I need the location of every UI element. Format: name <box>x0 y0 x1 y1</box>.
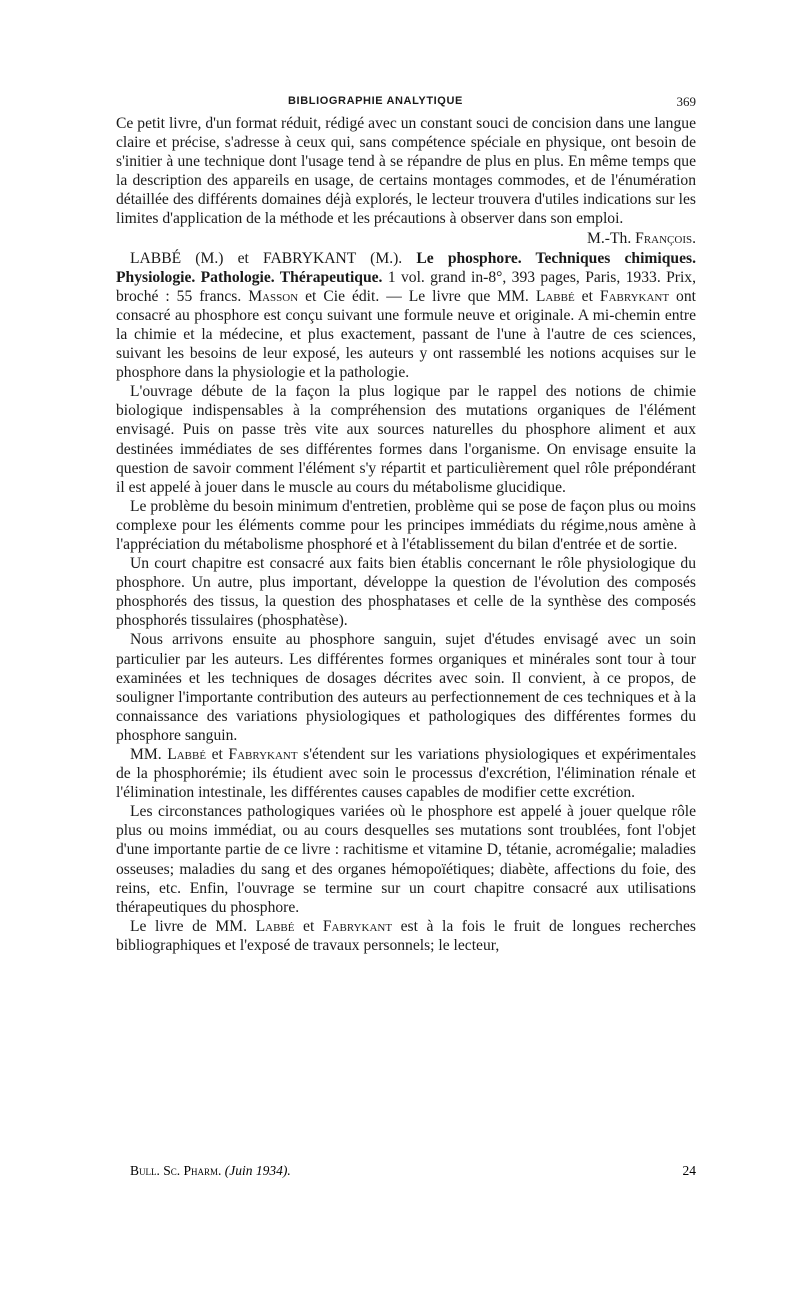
review2-authors: LABBÉ (M.) et FABRYKANT (M.). <box>130 249 403 267</box>
running-title: BIBLIOGRAPHIE ANALYTIQUE <box>288 95 463 107</box>
review1-signature: M.-Th. François. <box>587 229 696 247</box>
document-page <box>116 92 696 955</box>
sheet-number: 24 <box>682 1163 696 1178</box>
running-header <box>116 92 696 114</box>
review2-paragraph-6: Les circonstances pathologiques variées où le phosphore est appelé à jouer quelque rôle plus ou moins immédiat, ou au cours desquelles ses mutations sont troublées, font l'objet d'une importante partie de ce livre : rachitisme et vitamine D, tétanie, acromégalie; maladies osseuses; maladies du sang et des organes hémopoïétiques; diabète, affections du foie, des reins, etc. Enfin, l'ouvrage se termine sur un court chapitre consacré aux utilisations thérapeutiques du phosphore. <box>116 803 696 916</box>
review2-paragraph-4: Nous arrivons ensuite au phosphore sanguin, sujet d'études envisagé avec un soin particulier par les auteurs. Les différentes formes organiques et minérales sont tour à tour examinées et les techniques de dosages décrites avec soin. Il convient, à ce propos, de souligner l'importante contribution des auteurs au perfectionnement de ces techniques et à la connaissance des variations physiologiques et pathologiques des différentes formes du phosphore sanguin. <box>116 631 696 744</box>
review2-paragraph-3: Un court chapitre est consacré aux faits bien établis concernant le rôle physiologique du phosphore. Un autre, plus important, développe la question de l'évolution des composés phosphorés des tissus, la question des phosphatases et celle de la synthèse des composés phosphorés tissulaires (phosphatèse). <box>116 555 696 630</box>
journal-reference: Bull. Sc. Pharm. (Juin 1934). <box>130 1163 291 1178</box>
review2-paragraph-5: MM. Labbé et Fabrykant s'étendent sur les variations physiologiques et expérimentales de la phosphorémie; ils étudient avec soin le processus d'excrétion, l'élimination rénale et l'élimination intestinale, les différentes causes capables de modifier cette excrétion. <box>116 746 697 802</box>
review2-paragraph-7: Le livre de MM. Labbé et Fabrykant est à la fois le fruit de longues recherches bibliographiques et l'exposé de travaux personnels; le lecteur, <box>116 917 696 954</box>
review1-paragraph <box>116 114 696 247</box>
publisher-name: Masson <box>248 287 299 305</box>
page-number: 369 <box>676 94 696 109</box>
review2-publication: 1 vol. grand in-8°, 393 pages, Paris, 1933. Prix, broché : 55 francs. <box>116 268 696 305</box>
author-fabrykant: Fabrykant <box>599 287 670 305</box>
review2-citation: LABBÉ (M.) et FABRYKANT (M.). Le phosphore. Techniques chimiques. Physiologie. Pathologie. Thérapeutique. 1 vol. grand in-8°, 393 pages, Paris, 1933. Prix, broché : 55 francs. Masson et Cie édit. — Le livre que MM. Labbé et Fabrykant ont consacré au phosphore est conçu suivant une formule neuve et originale. A mi-chemin entre la chimie et la médecine, et plus exactement, passant de l'une à l'autre de ces sciences, suivant les besoins de leur exposé, les auteurs y ont rassemblé les notions acquises sur le phosphore dans la physiologie et la pathologie. <box>116 249 696 382</box>
publisher-rest: et Cie édit. <box>305 287 380 305</box>
review2-paragraph-2: Le problème du besoin minimum d'entretien, problème qui se pose de façon plus ou moins complexe pour les éléments comme pour les principes immédiats du régime,nous amène à l'appréciation du métabolisme phosphoré et à l'établissement du bilan d'entrée et de sortie. <box>116 497 696 553</box>
author-labbe: Labbé <box>535 287 575 305</box>
review2-title: Le phosphore. Techniques chimiques. Physiologie. Pathologie. Thérapeutique. <box>116 249 696 286</box>
review2-paragraph-1: L'ouvrage débute de la façon la plus logique par le rappel des notions de chimie biologique indispensables à la compréhension des mutations organiques de l'élément envisagé. Puis on passe très vite aux sources naturelles du phosphore aliment et aux destinées immédiates de ses différentes formes dans l'organisme. On envisage ensuite la question de savoir comment l'élément s'y répartit et particulièrement quel rôle prépondérant il est appelé à jouer dans le muscle au cours du métabolisme glucidique. <box>116 383 696 496</box>
review1-text: Ce petit livre, d'un format réduit, rédigé avec un constant souci de concision dans une langue claire et précise, s'adresse à ceux qui, sans compétence spéciale en physique, ont besoin de s'initier à une technique dont l'usage tend à se répandre de plus en plus. En même temps que la description des appareils en usage, de certains montages commodes, et de l'énumération détaillée des différents domaines déjà explorés, le lecteur trouvera d'utiles indications sur les limites d'application de la méthode et les précautions à observer dans son emploi. <box>116 115 696 228</box>
